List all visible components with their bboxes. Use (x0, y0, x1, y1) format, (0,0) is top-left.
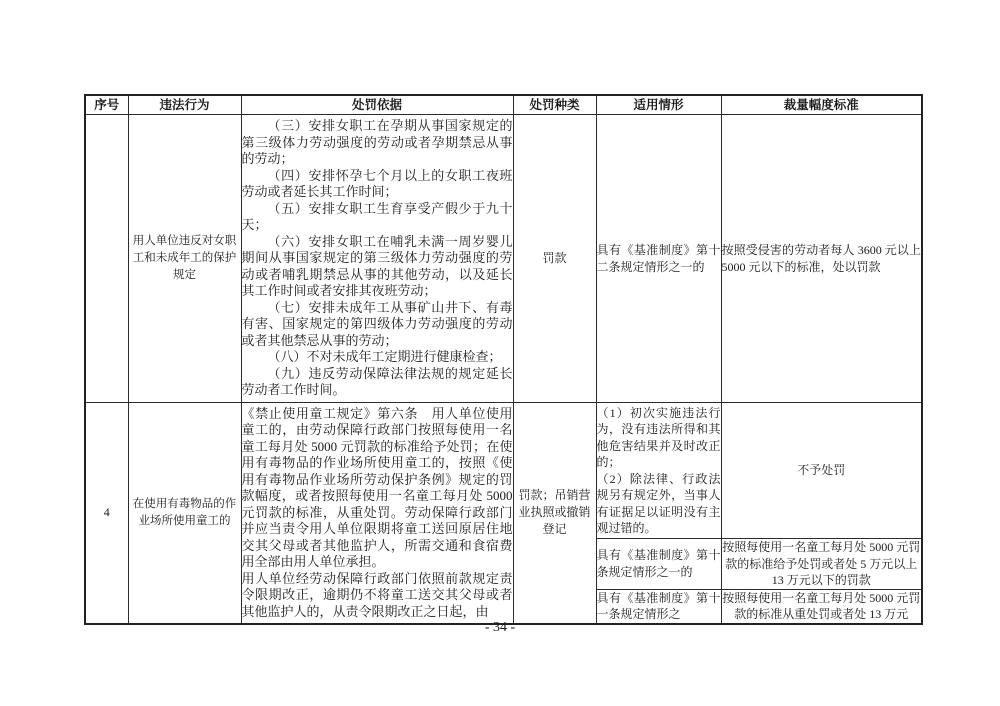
basis-cell (241, 115, 513, 403)
behavior-cell: 用人单位违反对女职工和未成年工的保护规定 (128, 115, 241, 403)
table-row (85, 403, 922, 539)
header-serial: 序号 (85, 95, 128, 115)
basis-paragraph: （八）不对未成年工定期进行健康检查； (267, 349, 502, 365)
header-situation: 适用情形 (596, 95, 721, 115)
basis-paragraph: 《禁止使用童工规定》第六条 用人单位使用童工的，由劳动保障行政部门按照每使用一名童工每月处 5000 元罚款的标准给予处罚；在使用有毒物品的作业场所使用童工的，按照《使用有毒物品作业场所劳动保护条例》规定的罚款幅度，或者按照每使用一名童工每月处 5000 元罚款的标准，从重处罚。劳动保障行政部门并应当责令用人单位限期将童工送回原居住地交其父母或者其他监护人，所需交通和食宿费用全部由用人单位承担。 (241, 405, 513, 569)
basis-paragraph: （四）安排怀孕七个月以上的女职工夜班劳动或者延长其工作时间； (241, 167, 513, 200)
basis-paragraph: （七）安排未成年工从事矿山井下、有毒有害、国家规定的第四级体力劳动强度的劳动或者其他禁忌从事的劳动； (241, 299, 513, 348)
situation-paragraph: （1）初次实施违法行为，没有违法所得和其他危害结果并及时改正的； (596, 405, 721, 469)
situation-cell: 具有《基准制度》第十二条规定情形之一的 (596, 115, 721, 403)
standard-cell: 按照受侵害的劳动者每人 3600 元以上 5000 元以下的标准，处以罚款 (721, 115, 922, 403)
serial-cell (85, 115, 128, 403)
standard-cell: 按照每使用一名童工每月处 5000 元罚款的标准从重处罚或者处 13 万元 (721, 589, 922, 624)
basis-paragraph: 用人单位经劳动保障行政部门依照前款规定责令限期改正，逾期仍不将童工送交其父母或者其他监护人的，从责令限期改正之日起，由 (241, 570, 513, 619)
basis-paragraph: （三）安排女职工在孕期从事国家规定的第三级体力劳动强度的劳动或者孕期禁忌从事的劳动； (241, 118, 513, 167)
basis-paragraph: （五）安排女职工生育享受产假少于九十天； (241, 200, 513, 233)
table-header-row (85, 95, 922, 115)
penalty-type-cell: 罚款 (513, 115, 596, 403)
table-row (85, 115, 922, 403)
header-basis: 处罚依据 (241, 95, 513, 115)
page-number: - 34 - (484, 620, 516, 635)
header-behavior: 违法行为 (128, 95, 241, 115)
header-penalty-type: 处罚种类 (513, 95, 596, 115)
serial-cell: 4 (85, 403, 128, 624)
basis-cell (241, 403, 513, 624)
situation-paragraph: （2）除法律、行政法规另有规定外，当事人有证据足以证明没有主观过错的。 (596, 471, 721, 535)
situation-cell (596, 403, 721, 539)
basis-paragraph: （九）违反劳动保障法律法规的规定延长劳动者工作时间。 (241, 365, 513, 398)
behavior-cell: 在使用有毒物品的作业场所使用童工的 (128, 403, 241, 624)
situation-cell: 具有《基准制度》第十一条规定情形之 (596, 589, 721, 624)
header-standard: 裁量幅度标准 (721, 95, 922, 115)
standard-cell: 按照每使用一名童工每月处 5000 元罚款的标准给予处罚或者处 5 万元以上 13 万元以下的罚款 (722, 540, 921, 587)
penalty-type-cell: 罚款；吊销营业执照或撤销登记 (513, 403, 596, 624)
regulation-table (84, 94, 923, 625)
situation-cell: 具有《基准制度》第十条规定情形之一的 (596, 539, 721, 590)
basis-paragraph: （六）安排女职工在哺乳未满一周岁婴儿期间从事国家规定的第三级体力劳动强度的劳动或者哺乳期禁忌从事的其他劳动，以及延长其工作时间或者安排其夜班劳动； (241, 233, 513, 299)
standard-cell: 不予处罚 (721, 403, 922, 539)
